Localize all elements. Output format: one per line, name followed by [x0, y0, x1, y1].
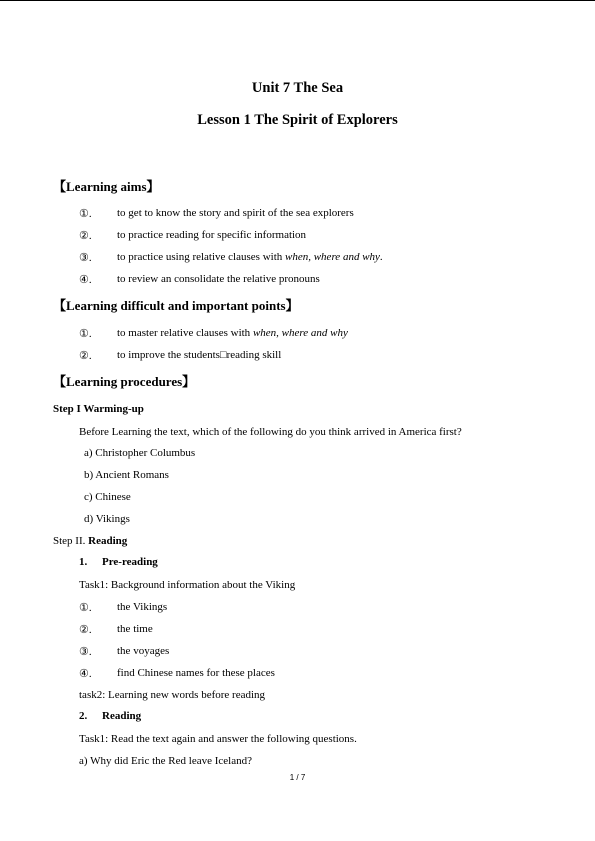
task1-item: find Chinese names for these places — [117, 667, 275, 679]
prereading-number: 1. — [79, 556, 88, 568]
task1-number: ②. — [79, 624, 92, 636]
point-number: ②. — [79, 350, 92, 362]
task1-heading: Task1: Background information about the Viking — [79, 579, 296, 591]
task1-item: the Vikings — [117, 601, 168, 613]
step2-title-line — [53, 535, 127, 547]
step2-prefix: Step II. — [53, 535, 89, 547]
aim-text: to practice reading for specific information — [117, 229, 307, 241]
aim-number: ③. — [79, 252, 92, 264]
task1-number: ③. — [79, 646, 92, 658]
task2-heading: task2: Learning new words before reading — [79, 689, 266, 701]
aim-number: ②. — [79, 230, 92, 242]
reading-number: 2. — [79, 710, 88, 722]
step2-title: Reading — [88, 535, 128, 547]
task1-number: ④. — [79, 668, 92, 680]
point-text-line — [117, 327, 348, 339]
point-text-italic: when, where and why — [252, 327, 348, 339]
section-heading-aims: 【Learning aims】 — [53, 179, 160, 194]
aim-text-tail: . — [379, 251, 383, 263]
option-item: d) Vikings — [84, 513, 130, 525]
section-heading-points: 【Learning difficult and important points】 — [53, 298, 299, 313]
aim-text-line — [117, 251, 383, 263]
reading-task1: Task1: Read the text again and answer the following questions. — [79, 733, 357, 745]
page-subtitle: Lesson 1 The Spirit of Explorers — [197, 112, 398, 128]
step1-question: Before Learning the text, which of the following do you think arrived in America first? — [79, 426, 462, 438]
question-a: a) Why did Eric the Red leave Iceland? — [79, 755, 252, 767]
page-title: Unit 7 The Sea — [251, 80, 344, 96]
reading-title: Reading — [102, 710, 142, 722]
aim-number: ④. — [79, 274, 92, 286]
point-text: to master relative clauses with — [117, 327, 253, 339]
option-item: b) Ancient Romans — [84, 469, 169, 481]
point-text: to improve the students□reading skill — [117, 349, 282, 361]
option-item: c) Chinese — [84, 491, 131, 503]
task1-item: the time — [117, 623, 153, 635]
top-border-line — [0, 0, 595, 1]
aim-text: to review an consolidate the relative pronouns — [117, 273, 320, 285]
option-item: a) Christopher Columbus — [84, 447, 196, 459]
aim-text: to get to know the story and spirit of the sea explorers — [117, 207, 354, 219]
task1-item: the voyages — [117, 645, 170, 657]
task1-number: ①. — [79, 602, 92, 614]
point-number: ①. — [79, 328, 92, 340]
aim-text-italic: when, where and why — [285, 251, 380, 263]
page-number: 1 / 7 — [289, 773, 306, 782]
section-heading-procedures: 【Learning procedures】 — [53, 374, 196, 389]
step1-title: Step I Warming-up — [53, 403, 144, 415]
aim-text: to practice using relative clauses with — [117, 251, 285, 263]
prereading-title: Pre-reading — [102, 556, 158, 568]
aim-number: ①. — [79, 208, 92, 220]
